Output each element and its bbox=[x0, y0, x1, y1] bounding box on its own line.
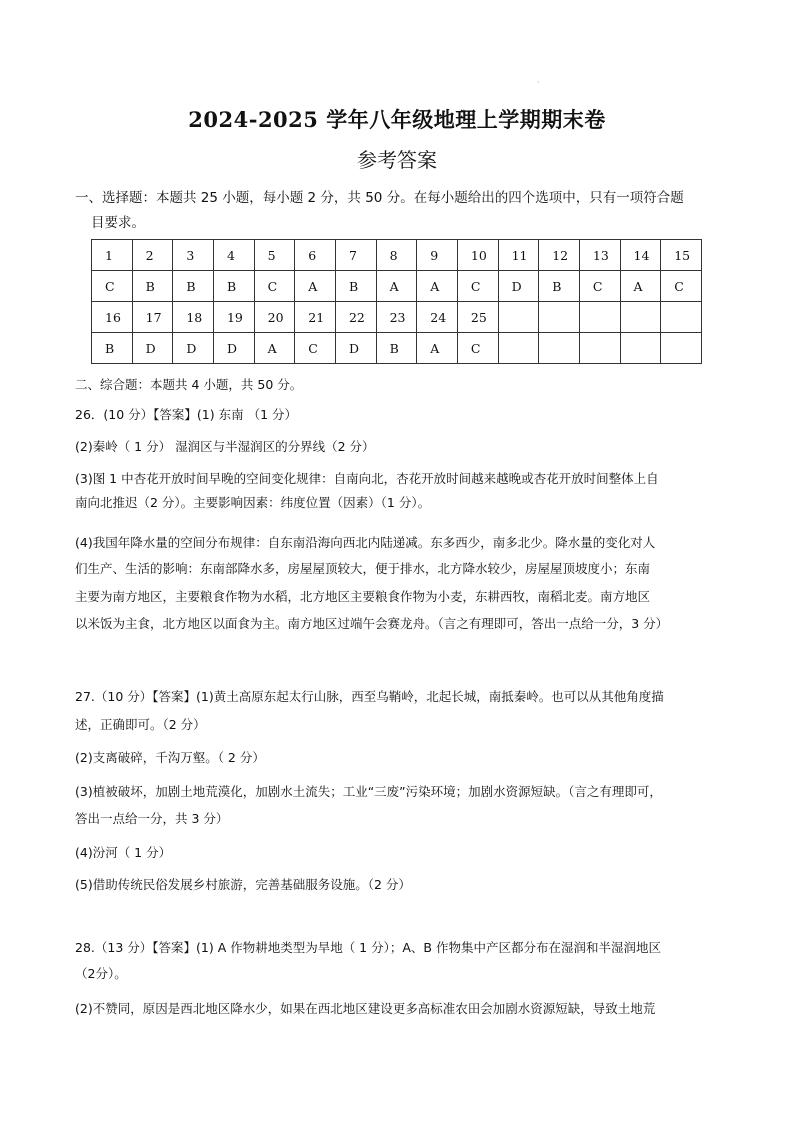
answer-table-cell bbox=[661, 302, 702, 333]
answer-line: 述，正确即可。（2 分） bbox=[75, 717, 206, 732]
answer-table-cell: D bbox=[498, 271, 539, 302]
section2-intro: 二、综合题：本题共 4 小题，共 50 分。 bbox=[75, 377, 303, 392]
answer-table-cell: C bbox=[457, 333, 498, 364]
answer-table-cell: A bbox=[254, 333, 295, 364]
answer-table-cell: A bbox=[295, 271, 336, 302]
answer-table-cell: 20 bbox=[254, 302, 295, 333]
section1-intro-line2: 目要求。 bbox=[91, 215, 145, 231]
answer-table-cell bbox=[661, 333, 702, 364]
answer-table-cell: B bbox=[92, 333, 133, 364]
answer-table-cell bbox=[620, 333, 661, 364]
page-subtitle: 参考答案 bbox=[357, 148, 437, 172]
answer-table-cell: C bbox=[579, 271, 620, 302]
answer-table-cell: 7 bbox=[335, 240, 376, 271]
answer-table-cell: D bbox=[335, 333, 376, 364]
answer-line: 26．(10 分）【答案】(1) 东南 （1 分） bbox=[75, 407, 297, 422]
answer-line: (2)秦岭（ 1 分） 湿润区与半湿润区的分界线（2 分） bbox=[75, 439, 375, 454]
answer-line: 以米饭为主食，北方地区以面食为主。南方地区过端午会赛龙舟。（言之有理即可，答出一点给一分，3 分） bbox=[75, 616, 669, 631]
answer-table-cell: B bbox=[213, 271, 254, 302]
answer-table-cell: C bbox=[254, 271, 295, 302]
answer-table-cell: 2 bbox=[132, 240, 173, 271]
answer-table-cell bbox=[579, 333, 620, 364]
answer-table-cell: 18 bbox=[173, 302, 214, 333]
answer-table-cell: 4 bbox=[213, 240, 254, 271]
answer-table-cell: 9 bbox=[417, 240, 458, 271]
answer-line: 28.（13 分）【答案】(1) A 作物耕地类型为旱地（ 1 分）；A、B 作物集中产区都分布在湿润和半湿润地区 bbox=[75, 940, 661, 955]
answer-table-cell: 21 bbox=[295, 302, 336, 333]
header-dot: · bbox=[537, 78, 540, 87]
answer-table-row bbox=[92, 271, 702, 302]
answer-line: (4)汾河（ 1 分） bbox=[75, 845, 172, 860]
answer-table-cell: 6 bbox=[295, 240, 336, 271]
answer-table-cell: A bbox=[417, 333, 458, 364]
answer-line: (3)植被破坏，加剧土地荒漠化，加剧水土流失；工业“三废”污染环境；加剧水资源短缺。（言之有理即可， bbox=[75, 784, 662, 799]
answer-table-cell: 17 bbox=[132, 302, 173, 333]
answer-table-cell: A bbox=[376, 271, 417, 302]
answer-table-cell bbox=[579, 302, 620, 333]
answer-table-cell bbox=[539, 333, 580, 364]
answer-table-cell: 22 bbox=[335, 302, 376, 333]
answer-table-cell: 23 bbox=[376, 302, 417, 333]
answer-table-cell: A bbox=[417, 271, 458, 302]
answer-line: 27.（10 分）【答案】(1)黄土高原东起太行山脉，西至乌鞘岭，北起长城，南抵秦岭。也可以从其他角度描 bbox=[75, 689, 664, 704]
answer-table-row bbox=[92, 302, 702, 333]
answer-table-cell: 11 bbox=[498, 240, 539, 271]
answer-table-cell bbox=[498, 333, 539, 364]
answer-line: (2)支离破碎，千沟万壑。（ 2 分） bbox=[75, 750, 265, 765]
answer-table-row bbox=[92, 240, 702, 271]
answer-line: (2)不赞同，原因是西北地区降水少，如果在西北地区建设更多高标准农田会加剧水资源短缺，导致土地荒 bbox=[75, 1001, 656, 1016]
answer-table-cell: 5 bbox=[254, 240, 295, 271]
answer-table-cell: 16 bbox=[92, 302, 133, 333]
answer-table-row bbox=[92, 333, 702, 364]
answer-table-cell: 10 bbox=[457, 240, 498, 271]
answer-table-cell bbox=[620, 302, 661, 333]
answer-table-cell: 14 bbox=[620, 240, 661, 271]
answer-table-cell: 15 bbox=[661, 240, 702, 271]
answer-line: 南向北推迟（2 分）。主要影响因素：纬度位置（因素）（1 分）。 bbox=[75, 495, 431, 510]
answer-table-cell: C bbox=[661, 271, 702, 302]
answer-table-cell: D bbox=[213, 333, 254, 364]
answer-line: 们生产、生活的影响：东南部降水多，房屋屋顶较大，便于排水，北方降水较少，房屋屋顶坡度小；东南 bbox=[75, 561, 651, 576]
answer-table-cell: 8 bbox=[376, 240, 417, 271]
answer-table-cell: D bbox=[173, 333, 214, 364]
answer-table-cell: C bbox=[92, 271, 133, 302]
answer-table-cell: 25 bbox=[457, 302, 498, 333]
answer-table-cell: B bbox=[173, 271, 214, 302]
answer-table-cell: C bbox=[295, 333, 336, 364]
answer-table-cell: D bbox=[132, 333, 173, 364]
answer-table-cell bbox=[498, 302, 539, 333]
answer-table-cell: 12 bbox=[539, 240, 580, 271]
answer-table-cell: 24 bbox=[417, 302, 458, 333]
answer-line: 答出一点给一分，共 3 分） bbox=[75, 811, 229, 826]
answer-line: (4)我国年降水量的空间分布规律：自东南沿海向西北内陆递减。东多西少，南多北少。降水量的变化对人 bbox=[75, 535, 656, 550]
answer-table-cell bbox=[539, 302, 580, 333]
answer-table-cell: B bbox=[376, 333, 417, 364]
answer-table-cell: 3 bbox=[173, 240, 214, 271]
answer-line: （2分）。 bbox=[75, 966, 127, 981]
answer-table-cell: 13 bbox=[579, 240, 620, 271]
answer-line: 主要为南方地区，主要粮食作物为水稻，北方地区主要粮食作物为小麦，东耕西牧，南稻北麦。南方地区 bbox=[75, 589, 651, 604]
answer-table-cell: 1 bbox=[92, 240, 133, 271]
answer-table-cell: B bbox=[539, 271, 580, 302]
section1-intro-line1: 一、选择题：本题共 25 小题，每小题 2 分，共 50 分。在每小题给出的四个选项中，只有一项符合题 bbox=[75, 190, 684, 206]
answer-table-cell: B bbox=[132, 271, 173, 302]
answer-line: (3)图 1 中杏花开放时间早晚的空间变化规律：自南向北，杏花开放时间越来越晚或杏花开放时间整体上自 bbox=[75, 471, 659, 486]
answer-table bbox=[91, 239, 702, 364]
page-title: 2024-2025 学年八年级地理上学期期末卷 bbox=[188, 107, 606, 132]
answer-table-cell: 19 bbox=[213, 302, 254, 333]
answer-table-cell: C bbox=[457, 271, 498, 302]
answer-table-cell: B bbox=[335, 271, 376, 302]
answer-line: (5)借助传统民俗发展乡村旅游，完善基础服务设施。（2 分） bbox=[75, 877, 411, 892]
answer-table-cell: A bbox=[620, 271, 661, 302]
